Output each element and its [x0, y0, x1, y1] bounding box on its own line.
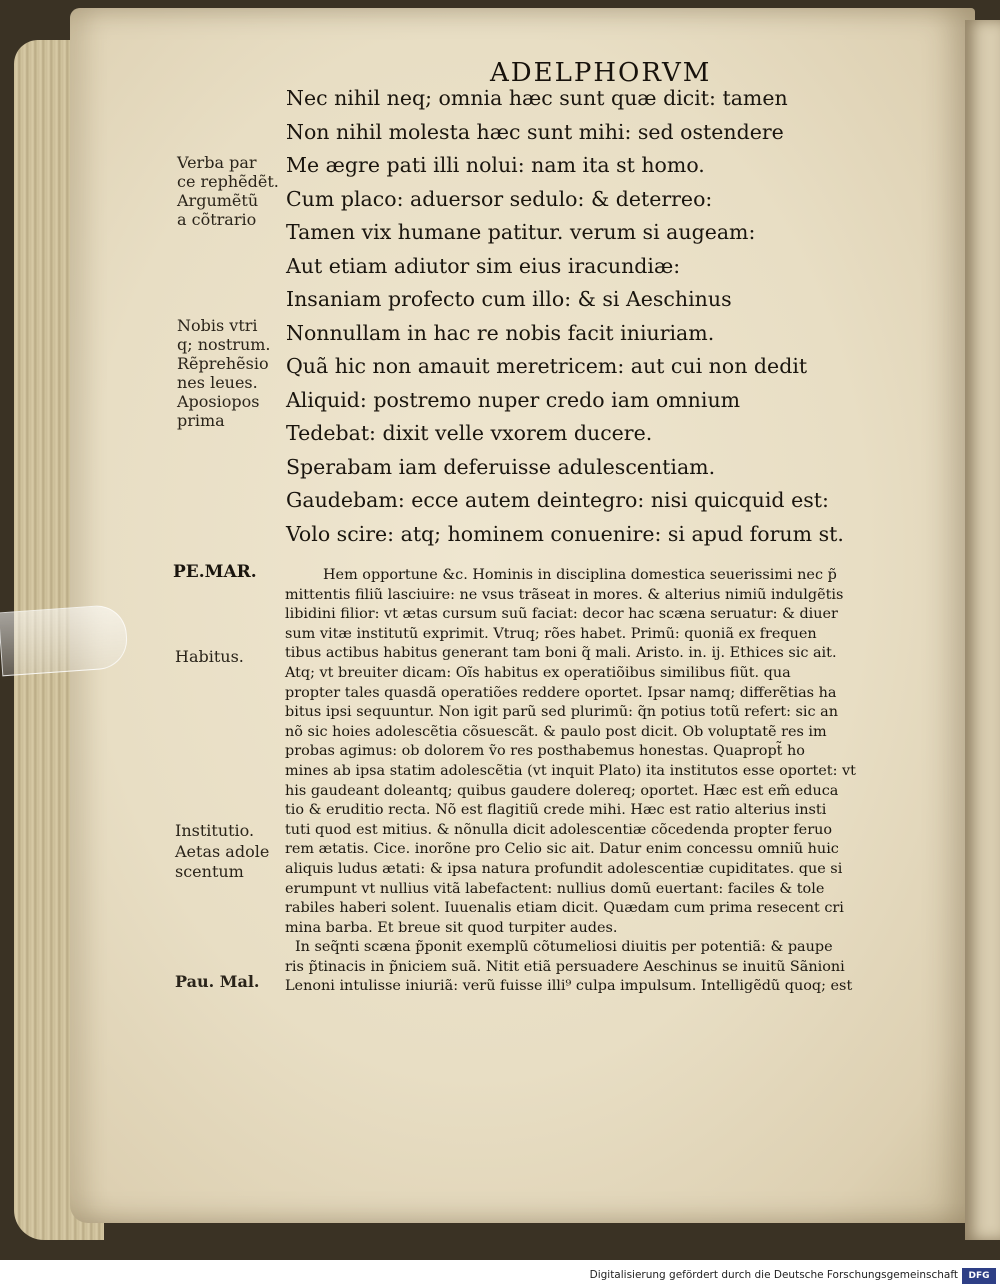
- gloss-line: Argumẽtũ: [177, 191, 259, 210]
- gloss-line: ce rephẽdẽt.: [177, 172, 279, 191]
- margin-note-institutio: Institutio.: [175, 821, 255, 840]
- verse-line: Cum placo: aduersor sedulo: & deterreo:: [286, 186, 713, 211]
- verse-line: Tedebat: dixit velle vxorem ducere.: [286, 421, 653, 445]
- speaker-label: PE.MAR.: [173, 562, 257, 582]
- gloss-line: Aposiopos: [177, 392, 260, 411]
- commentary-line: rabiles haberi solent. Iuuenalis etiam dicit. Quædam cum prima resecent cri: [285, 900, 844, 917]
- margin-gloss-1: [177, 153, 279, 229]
- commentary-line: In seq̃nti scæna p̃ponit exemplũ cõtumeliosi diuitis per potentiã: & paupe: [295, 939, 833, 956]
- margin-note-aetas: Aetas adole: [175, 842, 270, 861]
- commentary-line: Hem opportune &c. Hominis in disciplina domestica seuerissimi nec p̃: [323, 567, 837, 583]
- verse-line: Aliquid: postremo nuper credo iam omnium: [286, 387, 741, 412]
- commentary-line: tio & eruditio recta. Nõ est flagitiũ crede mihi. Hæc est ratio alterius insti: [285, 802, 827, 819]
- verse-line: Volo scire: atq; hominem conuenire: si apud forum st.: [286, 521, 844, 546]
- gloss-line: nes leues.: [177, 373, 258, 392]
- commentary-line: libidini filior: vt ætas cursum suũ faciat: decor hac scæna seruatur: & diuer: [285, 606, 838, 623]
- commentary-line: tibus actibus habitus generant tam boni q̃ mali. Aristo. in. ij. Ethices sic ait.: [285, 645, 837, 662]
- commentary-line: aliquis ludus ætati: & ipsa natura profundit adolescentiæ cupiditates. que si: [285, 860, 843, 877]
- verse-line: Aut etiam adiutor sim eius iracundiæ:: [286, 253, 681, 278]
- commentary-line: rem ætatis. Cice. inorõne pro Celio sic ait. Datur enim concessu omniũ huic: [285, 841, 839, 858]
- commentary-line: Lenoni intulisse iniuriã: verũ fuisse illi⁹ culpa impulsum. Intelligẽdũ quoq; est: [285, 978, 853, 995]
- margin-gloss-2: [177, 316, 271, 430]
- verse-line: Non nihil molesta hæc sunt mihi: sed ostendere: [286, 119, 784, 144]
- commentary-line: propter tales quasdã operatiões reddere oportet. Ipsar namq; differẽtias ha: [285, 684, 837, 701]
- commentary-line: ris p̃tinacis in p̃niciem suã. Nitit etiã persuadere Aeschinus se inuitũ Sãnioni: [285, 958, 845, 975]
- commentary-line: sum vitæ institutũ exprimit. Vtruq; rões habet. Primũ: quoniã ex frequen: [285, 625, 817, 642]
- commentary-line: Atq; vt breuiter dicam: Oĩs habitus ex operatiõibus similibus fiũt. qua: [285, 664, 791, 681]
- facing-page-edge: [965, 20, 1000, 1240]
- margin-note-paumal: Pau. Mal.: [175, 972, 260, 991]
- verse-line: Gaudebam: ecce autem deintegro: nisi quicquid est:: [286, 488, 829, 512]
- verse-block: [286, 82, 844, 551]
- commentary-line: nõ sic hoies adolescẽtia cõsuescãt. & paulo post dicit. Ob voluptatẽ res im: [285, 723, 827, 740]
- commentary-line: mittentis filiũ lasciuire: ne vsus trãseat in mores. & alterius nimiũ indulgẽtis: [285, 586, 844, 603]
- verse-line: Quã hic non amauit meretricem: aut cui non dedit: [286, 354, 808, 378]
- plastic-page-marker: [0, 604, 129, 677]
- commentary-line: probas agimus: ob dolorem ṽo res posthabemus honestas. Quapropt̃ ho: [285, 743, 805, 760]
- gloss-line: Verba par: [177, 153, 257, 172]
- gloss-line: prima: [177, 411, 225, 430]
- gloss-line: Nobis vtri: [177, 316, 258, 335]
- verse-line: Sperabam iam deferuisse adulescentiam.: [286, 454, 716, 479]
- dfg-logo: DFG: [962, 1268, 996, 1284]
- commentary-line: tuti quod est mitius. & nõnulla dicit adolescentiæ cõcedenda propter feruo: [285, 821, 833, 838]
- commentary-line: mines ab ipsa statim adolescẽtia (vt inquit Plato) ita institutos esse oportet: vt: [285, 762, 856, 779]
- margin-note-habitus: Habitus.: [175, 647, 244, 666]
- gloss-line: q; nostrum.: [177, 335, 271, 354]
- verse-line: Nec nihil neq; omnia hæc sunt quæ dicit: tamen: [286, 86, 788, 110]
- gloss-line: a cõtrario: [177, 210, 257, 229]
- commentary-line: his gaudeant doleantq; quibus gaudere dolereq; oportet. Hæc est em̃ educa: [285, 782, 839, 799]
- verse-line: Nonnullam in hac re nobis facit iniuriam.: [286, 320, 715, 345]
- commentary-block: [285, 566, 900, 997]
- verse-line: Tamen vix humane patitur. verum si augeam:: [286, 220, 756, 244]
- gloss-line: Rẽprehẽsio: [177, 354, 269, 373]
- commentary-line: bitus ipsi sequuntur. Non igit parũ sed plurimũ: q̃n potius totũ refert: sic an: [285, 704, 838, 721]
- commentary-line: mina barba. Et breue sit quod turpiter audes.: [285, 919, 618, 936]
- running-header: ADELPHORVM: [490, 58, 712, 88]
- commentary-line: erumpunt vt nullius vitã labefactent: nullius domũ euertant: faciles & tole: [285, 880, 825, 897]
- margin-note-scentum: scentum: [175, 862, 244, 881]
- verse-line: Insaniam profecto cum illo: & si Aeschinus: [286, 287, 732, 311]
- footer-credit: Digitalisierung gefördert durch die Deutsche Forschungsgemeinschaft: [589, 1269, 958, 1281]
- verse-line: Me ægre pati illi nolui: nam ita st homo.: [286, 153, 705, 177]
